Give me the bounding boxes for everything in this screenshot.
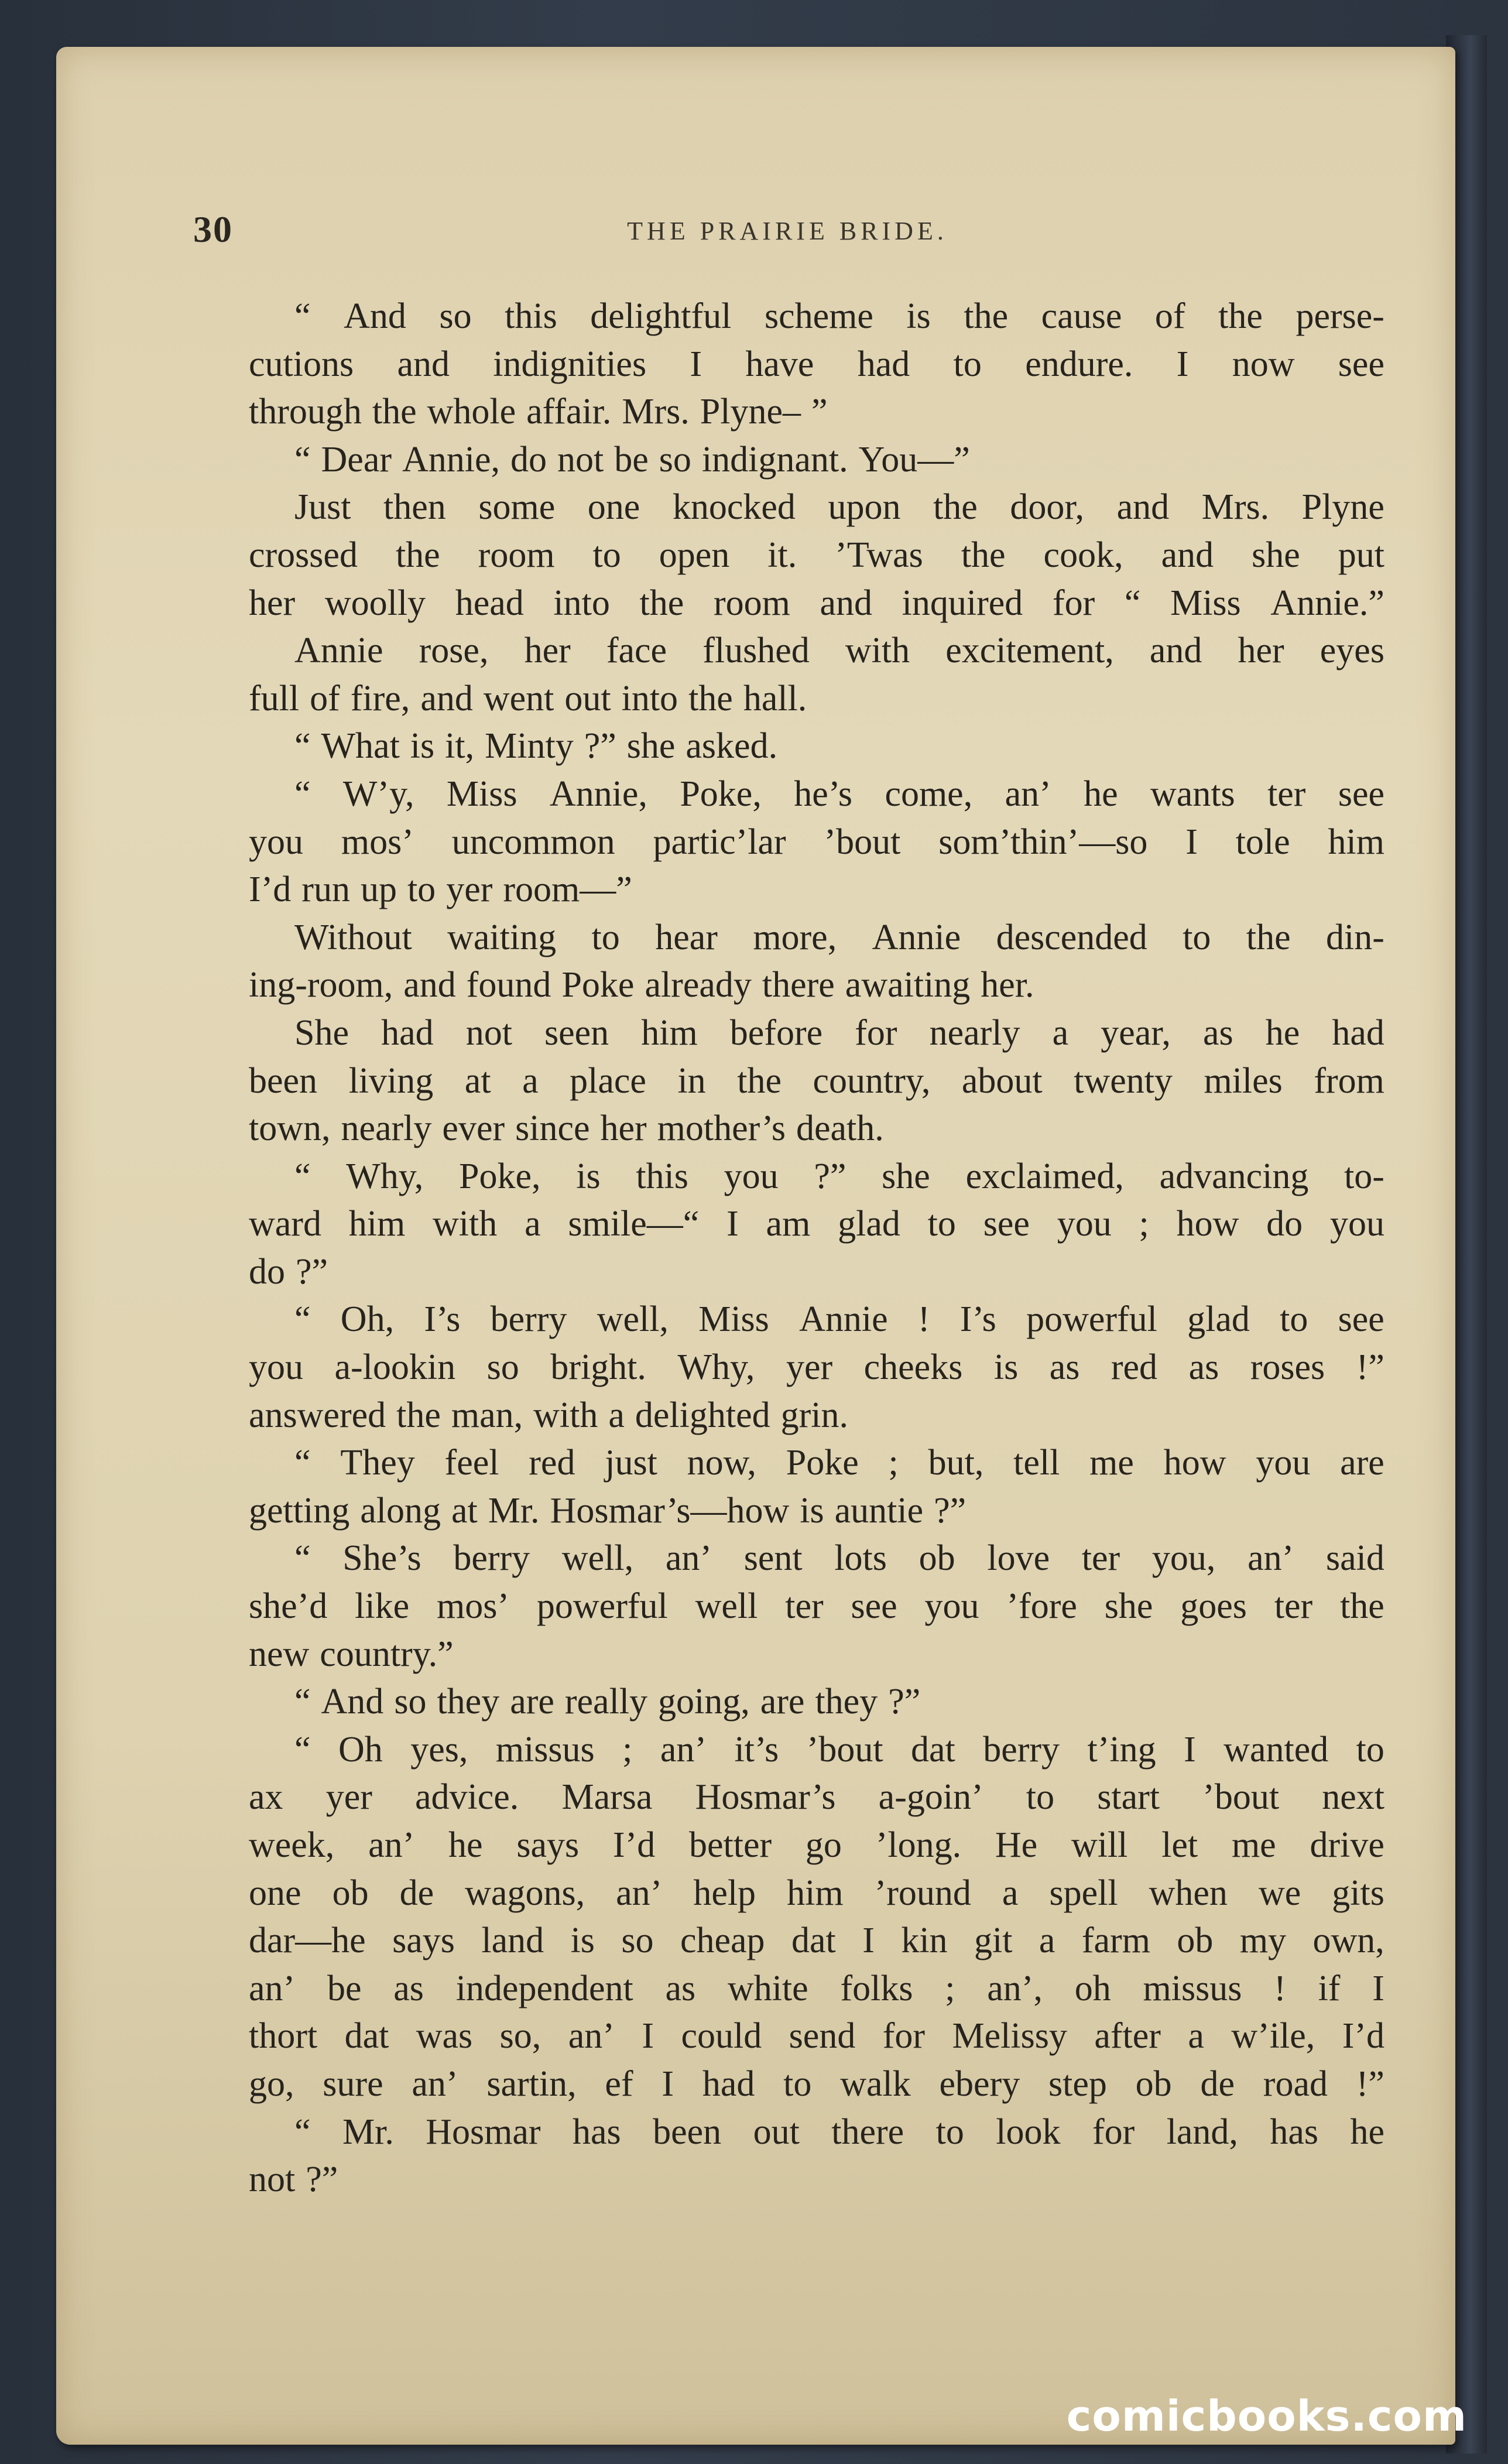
- text-line: I’d run up to yer room—”: [249, 870, 632, 910]
- text-line: week, an’ he says I’d better go ’long. He will let me drive: [249, 1825, 1384, 1865]
- text-line: “ And so they are really going, are they ?”: [294, 1682, 921, 1722]
- text-line: “ Dear Annie, do not be so indignant. You—”: [294, 439, 970, 480]
- text-line: “ What is it, Minty ?” she asked.: [294, 726, 778, 766]
- text-line: “ Oh yes, missus ; an’ it’s ’bout dat berry t’ing I wanted to: [294, 1729, 1384, 1770]
- text-line: ax yer advice. Marsa Hosmar’s a-goin’ to start ’bout next: [249, 1777, 1384, 1818]
- text-line: “ She’s berry well, an’ sent lots ob love ter you, an’ said: [294, 1538, 1384, 1579]
- text-line: town, nearly ever since her mother’s death.: [249, 1108, 884, 1149]
- text-line: crossed the room to open it. ’Twas the cook, and she put: [249, 535, 1384, 575]
- text-line: not ?”: [249, 2160, 338, 2200]
- running-head: [193, 208, 1382, 255]
- text-line: her woolly head into the room and inquired for “ Miss Annie.”: [249, 583, 1384, 623]
- text-line: you mos’ uncommon partic’lar ’bout som’thin’—so I tole him: [249, 822, 1384, 862]
- text-line: one ob de wagons, an’ help him ’round a spell when we gits: [249, 1873, 1384, 1913]
- text-line: new country.”: [249, 1634, 454, 1674]
- text-line: go, sure an’ sartin, ef I had to walk ebery step ob de road !”: [249, 2063, 1384, 2104]
- text-line: “ And so this delightful scheme is the cause of the perse-: [294, 296, 1384, 336]
- text-line: thort dat was so, an’ I could send for Melissy after a w’ile, I’d: [249, 2016, 1384, 2056]
- text-line: you a-lookin so bright. Why, yer cheeks is as red as roses !”: [249, 1347, 1384, 1388]
- text-line: getting along at Mr. Hosmar’s—how is auntie ?”: [249, 1490, 967, 1531]
- text-line: through the whole affair. Mrs. Plyne– ”: [249, 392, 828, 432]
- text-line: Without waiting to hear more, Annie descended to the din-: [294, 917, 1384, 957]
- watermark: comicbooks.com: [1066, 2391, 1467, 2441]
- text-line: ward him with a smile—“ I am glad to see you ; how do you: [249, 1204, 1384, 1244]
- text-line: been living at a place in the country, about twenty miles from: [249, 1060, 1384, 1101]
- text-line: do ?”: [249, 1251, 328, 1292]
- text-line: full of fire, and went out into the hall.: [249, 678, 807, 718]
- book-title: THE PRAIRIE BRIDE.: [627, 217, 948, 245]
- text-line: ing-room, and found Poke already there awaiting her.: [249, 965, 1034, 1005]
- text-line: “ They feel red just now, Poke ; but, tell me how you are: [294, 1443, 1384, 1483]
- text-line: “ Oh, I’s berry well, Miss Annie ! I’s powerful glad to see: [294, 1299, 1384, 1340]
- text-line: “ Why, Poke, is this you ?” she exclaimed, advancing to-: [294, 1156, 1384, 1196]
- text-line: She had not seen him before for nearly a year, as he had: [294, 1012, 1384, 1053]
- text-line: answered the man, with a delighted grin.: [249, 1395, 848, 1435]
- body-text: [249, 293, 1384, 2204]
- text-line: an’ be as independent as white folks ; an’, oh missus ! if I: [249, 1968, 1384, 2008]
- text-line: cutions and indignities I have had to endure. I now see: [249, 344, 1384, 384]
- page-number: 30: [193, 208, 233, 250]
- text-line: “ Mr. Hosmar has been out there to look for land, has he: [294, 2111, 1384, 2152]
- text-line: Annie rose, her face flushed with excitement, and her eyes: [294, 631, 1384, 671]
- text-line: dar—he says land is so cheap dat I kin git a farm ob my own,: [249, 1921, 1384, 1961]
- text-line: Just then some one knocked upon the door, and Mrs. Plyne: [294, 487, 1384, 528]
- text-line: “ W’y, Miss Annie, Poke, he’s come, an’ he wants ter see: [294, 774, 1384, 814]
- text-line: she’d like mos’ powerful well ter see you ’fore she goes ter the: [249, 1586, 1384, 1627]
